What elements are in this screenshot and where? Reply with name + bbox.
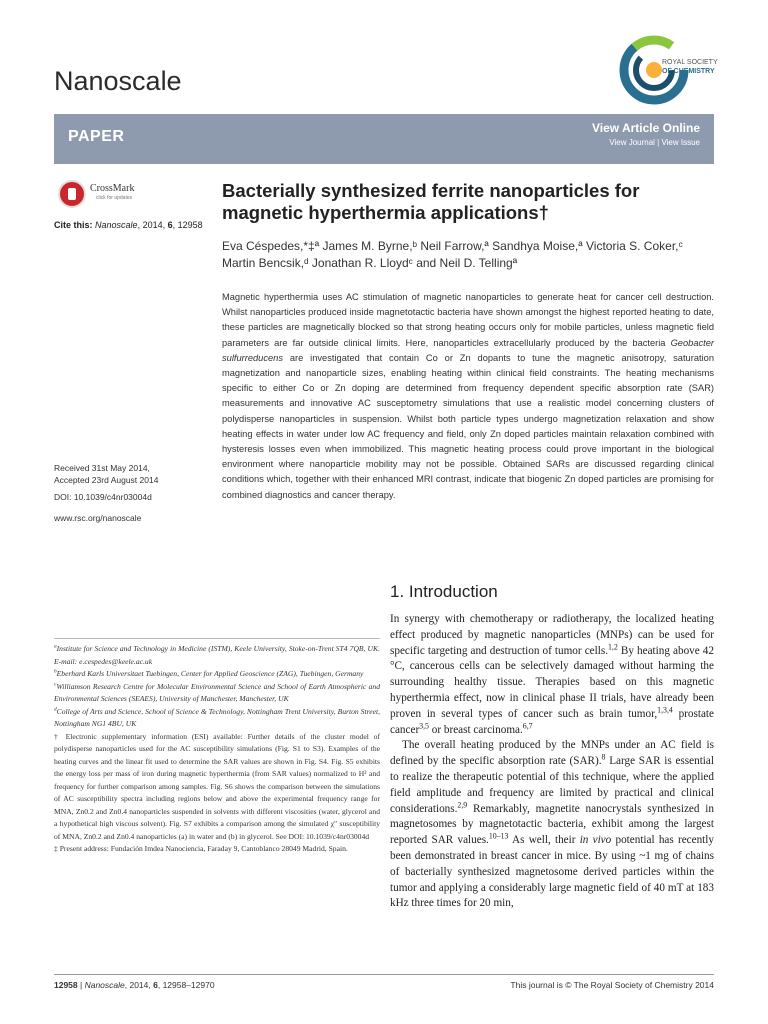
footnotes [54,643,380,856]
paper-type-label: PAPER [68,128,125,145]
received-accepted [54,462,158,486]
paper-banner [54,114,714,164]
footnote-rule [54,638,380,639]
intro-paragraph-2: The overall heating produced by the MNPs under an AC field is defined by the specific absorption rate (SAR).$^8$ Large SAR is essential to realize the therapeutic potential of this technique, where the applied field amplitude and frequency are limited by practical and clinical considerations.$^{2,9}$ Remarkably, magnetite nanocrystals synthesized in magnetosomes by magnetotactic bacteria, exhibit among the largest reported SAR values.$^{10-13}$ As well, their in vivo potential has recently been demonstrated in breast cancer in mice. By using ~1 mg of chains of bacterially synthesized magnetosome derived particles within the tumor and applying a considerably large magnetic field of 40 mT at 183 kHz three times for 20 min, [390,739,714,910]
ref-citation[interactable]: 8 [601,752,606,762]
crossmark-badge[interactable] [58,180,168,214]
footer-page-number: 12958 [54,980,78,990]
cite-year: , 2014, [137,220,168,230]
footnote-affiliation-c: $^c$Williamson Research Centre for Molecular Environmental Science and School of Earth Atmospheric and Environmental Sciences (SEAES), University of Manchester, Manchester, UK [54,680,380,703]
view-article-online-link[interactable]: View Article Online [591,121,700,135]
ref-citation[interactable]: 10–13 [488,831,509,841]
abstract-species: Geobacter sulfurreducens [222,337,714,363]
cite-this [54,220,203,230]
footer-copyright: This journal is © The Royal Society of Chemistry 2014 [510,980,714,990]
cite-journal: Nanoscale [95,220,138,230]
cite-page: , 12958 [172,220,203,230]
doi[interactable]: DOI: 10.1039/c4nr03004d [54,492,152,502]
crossmark-label: CrossMark [90,183,135,194]
view-journal-issue-links[interactable]: View Journal | View Issue [609,138,700,147]
footnote-affiliation-a: $^a$Institute for Science and Technology in Medicine (ISTM), Keele University, Stoke-on-Trent ST4 7QB, UK. E-mail: e.cespedes@keele.ac.uk [54,643,380,666]
crossmark-icon [58,180,86,208]
journal-title: Nanoscale [54,66,182,96]
ref-citation[interactable]: 1,2 [608,641,618,651]
ref-citation[interactable]: 3,5 [419,720,429,730]
abstract-text-1: Magnetic hyperthermia uses AC stimulation of magnetic nanoparticles to generate heat for cancer cell destruction. Whilst nanoparticles produced inside magnetotactic bacteria have shown amongst the highest reported heating to date, these particles are magnetically blocked so that strong heating occurs only for mobile particles, unless magnetic field parameters are far outside clinical limits. Here, nanoparticles extracellularly produced by the bacteria [222,292,714,348]
received-date: Received 31st May 2014, [54,463,150,473]
logo-line-2: OF CHEMISTRY [662,68,715,75]
article-title: Bacterially synthesized ferrite nanoparticles for magnetic hyperthermia applications† [222,180,640,223]
abstract [222,290,714,503]
intro-paragraph-1: In synergy with chemotherapy or radiotherapy, the localized heating effect produced by magnetic nanoparticles (MNPs) can be used for specific targeting and destruction of tumor cells.$^{1,2}$ By heating above 42 °C, cancerous cells can be selectively damaged without harming the surrounding healthy tissue. Therapies based on this magnetic hyperthermia effect, now in clinical phase II trials, have already been proven in several types of cancer such as brain tumor,$^{1,3,4}$ prostate cancer$^{3,5}$ or breast carcinoma.$^{6,7}$ [390,613,714,736]
crossmark-sub: click for updates [96,195,133,201]
introduction-body [390,612,714,912]
cite-volume: 6 [167,220,173,230]
accepted-date: Accepted 23rd August 2014 [54,475,159,485]
abstract-text-2: are investigated that contain Co or Zn dopants to tune the magnetic anisotropy, saturation magnetization and nanoparticle sizes, enabling heating within clinical field constraints. The heating mechanisms specific to either Co or Zn doping are determined from frequency dependent specific absorption rate (SAR) measurements and innovative AC susceptometry simulations that use a realistic model concerning clusters of polydisperse nanoparticles in suspension. Whilst both particle types undergo magnetization relaxation and show heating effects in water under low AC frequency and field, only Zn doped particles maintain relaxation combined with hysteresis losses even when immobilized. This magnetic heating process could prove important in the biological environment where nanoparticle mobility may not be possible. Obtained SARs are discussed regarding clinical conditions which, together with their enhanced MRI contrast, indicate that biogenic Zn doped particles are promising for combined diagnostics and cancer therapy. [222,352,714,500]
footer-citation: 12958 | Nanoscale, 2014, 6, 12958–12970 [54,980,215,990]
logo-line-1: ROYAL SOCIETY [662,59,718,66]
footer-journal: Nanoscale [84,980,125,990]
authors-line-1: Eva Céspedes,*‡ª James M. Byrne,ᵇ Neil Farrow,ª Sandhya Moise,ª Victoria S. Coker,ᶜ [222,239,683,253]
ref-citation[interactable]: 6,7 [522,720,533,730]
footnote-esi: † Electronic supplementary information (ESI) available: Further details of the cluster model of polydisperse nanoparticles used for the AC susceptibility simulations (Fig. S1 to S3). Examples of the heating curves and the linear fit used to determine the SAR values are shown in Fig. S4. Fig. S5 exhibits the energy loss per mass of iron during magnetic hyperthermia (from SAR values) normalized to H² and frequency for further comparison among samples. Fig. S6 shows the comparison between the simulations of AC susceptibility spectra including regions below and above the experimental frequency range for MNA, Zn0.2 and Zn0.4 nanoparticles suspended in solvents with different viscosities (water, glycerol and a hypothetical high viscous solvent). Fig. S7 exhibits a comparison among the simulated χ″ susceptibility of MNA, Zn0.2 and Zn0.4 nanoparticles (a) in water and (b) in glycerol. See DOI: 10.1039/c4nr03004d [54,731,380,841]
ref-citation[interactable]: 1,3,4 [657,705,673,715]
journal-url[interactable]: www.rsc.org/nanoscale [54,513,142,523]
rsc-logo-text [662,58,718,76]
author-list [222,238,722,272]
footnote-affiliation-d: $^d$College of Arts and Science, School of Science & Technology, Nottingham Trent University, Burton Street, Nottingham NG1 4BU, UK [54,705,380,728]
footer-rule [54,974,714,975]
footnote-present-address: ‡ Present address: Fundación Imdea Nanociencia, Faraday 9, Cantoblanco 28049 Madrid, Spain. [54,844,348,853]
introduction-heading: 1. Introduction [390,582,498,601]
rsc-logo [618,34,728,106]
authors-line-2: Martin Bencsik,ᵈ Jonathan R. Lloydᶜ and Neil D. Tellingª [222,256,518,270]
ref-citation[interactable]: 2,9 [457,799,468,809]
footnote-affiliation-b: $^b$Eberhard Karls Universitaet Tuebingen, Center for Applied Geoscience (ZAG), Tuebingen, Germany [54,668,364,678]
cite-prefix: Cite this: [54,220,93,230]
